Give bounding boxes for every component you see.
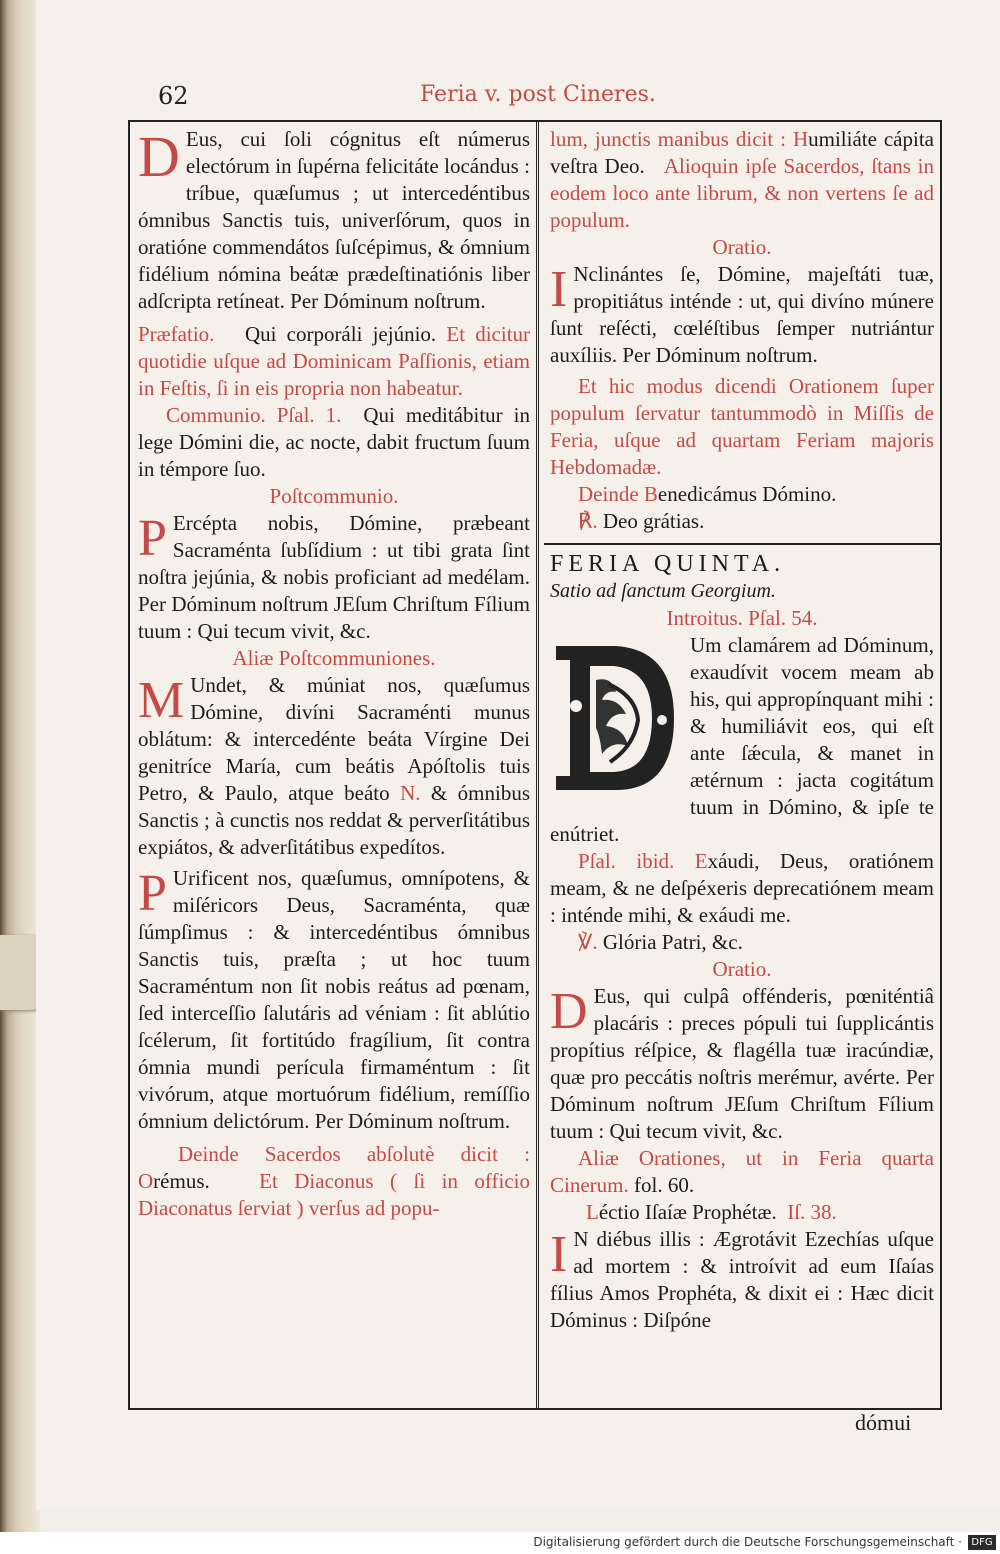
introitus-heading: Introitus. Pſal. 54. (666, 606, 818, 630)
in-diebus-paragraph (550, 1226, 934, 1334)
communio-label: Communio. Pſal. 1. (166, 403, 342, 427)
column-divider (536, 120, 539, 1410)
drop-cap-i: I (550, 261, 568, 318)
benedicamus-b: B (643, 482, 658, 506)
psal-text: xáudi, Deus, oratiónem meam, & ne deſpéxeris deprecatiónem meam : inténde mihi, & exáudi me. (550, 849, 934, 927)
purificent-text: Urificent nos, quæſumus, omnípotens, & miſéricors Deus, Sacraménta, quæ ſúmpſimus : & intercedéntibus ómnibus Sanctis tuis, præſta ; ut hoc tuum Sacraméntum non ſit nobis reátus ad pœnam, ſed interceſſio ſalutáris ad véniam : ſit ablútio ſcélerum, ſit fortitúdo fragílium, ſit contra ómnia mundi perícula firmaméntum : ſit vivórum, atque mortuórum fidélium, remíſſio ómnium delictórum. Per Dóminum noſtrum. (138, 866, 530, 1133)
introit-paragraph (550, 632, 934, 848)
dfg-logo-icon: DFG (968, 1535, 996, 1550)
statio: Satio ad ſanctum Georgium. (550, 580, 776, 602)
book-page-edge (0, 0, 40, 1554)
cont-red-2: Alioquin ipſe Sacerdos, ſtans in eodem loco ante librum, & non vertens ſe ad populum. (550, 154, 935, 232)
drop-cap-d: D (138, 124, 180, 189)
mundet-paragraph (138, 672, 530, 861)
introit-text: Um clamárem ad Dóminum, exaudívit vocem meam ab his, qui appropínquant mihi : & humiliávit eos, qui eſt ante ſǽcula, & manet in ætérnum : jacta cogitátum tuum in Dómino, & ipſe te enútriet. (550, 633, 934, 846)
modus-rubric: Et hic modus dicendi Orationem ſuper populum ſervatur tantummodò in Miſſis de Feria, uſque ad quartam Feriam majoris Hebdomadæ. (550, 374, 934, 479)
cont-red-1: lum, junctis manibus dicit : (550, 127, 786, 151)
mundet-n: N. (400, 781, 421, 805)
response-text: Deo grátias. (602, 509, 705, 533)
praefatio-rubric: Et dicitur quotidie uſque ad Dominicam Paſſionis, etiam in Feſtis, ſi in eis propria non habeatur. (138, 322, 531, 400)
oremus-rest: rémus. (153, 1169, 210, 1193)
versicle-icon: ℣. (578, 930, 598, 954)
aliae-postcommuniones-heading: Aliæ Poſtcommuniones. (232, 646, 436, 670)
catchword: dómui (855, 1410, 912, 1435)
section-rule (544, 543, 940, 545)
in-diebus-text: N diébus illis : Ægrotávit Ezechías uſque ad mortem : & introívit ad eum Iſaías fílius Amos Prophéta, & dixit ei : Hæc dicit Dóminus : Diſpóne (550, 1227, 934, 1332)
benedicamus-rest: enedicámus Dómino. (657, 482, 837, 506)
footer-bar (0, 1532, 1000, 1554)
cont-h: H (792, 127, 809, 151)
oremus-o: O (138, 1169, 154, 1193)
deinde-label: Deinde (578, 482, 639, 506)
oratio-heading: Oratio. (712, 235, 772, 259)
deinde-rubric (138, 1141, 530, 1222)
postcommunio-heading: Poſtcommunio. (269, 484, 399, 508)
praefatio-line (138, 321, 530, 402)
communio-line (138, 402, 530, 483)
postcommunio-text: Ercépta nobis, Dómine, præbeant Sacraménta ſubſídium : ut tibi grata ſint noſtra jejúnia, & nobis proficiant ad medélam. Per Dóminum noſtrum JEſum Chriſtum Fílium tuum : Qui tecum vivit, &c. (138, 511, 530, 643)
response-line (550, 508, 934, 535)
oratio-paragraph (138, 126, 530, 315)
drop-cap-p2: P (138, 865, 167, 922)
lectio-line (550, 1199, 934, 1226)
inclinantes-text: Nclinántes ſe, Dómine, majeſtáti tuæ, propitiátus inténde : ut, qui divíno múnere ſunt reſécti, cœléſtibus ſemper nutriántur auxíliis. Per Dóminum noſtrum. (550, 262, 934, 367)
psal-ibid-label: Pſal. ibid. (578, 849, 675, 873)
drop-cap-m: M (138, 672, 185, 729)
versicle-line (550, 929, 934, 956)
fol-ref: fol. 60. (634, 1173, 695, 1197)
deus-text: Eus, qui culpâ offénderis, pœniténtiâ placáris : preces pópuli tui ſupplicántis propítius réſpice, & flagélla tuæ iracúndiæ, quæ pro peccátis noſtris merémur, avérte. Per Dóminum noſtrum JEſum Chriſtum Fílium tuum : Qui tecum vivit, &c. (550, 984, 934, 1143)
psalm-line (550, 848, 934, 929)
aliae-orationes-line (550, 1145, 934, 1199)
deinde-rubric-2: Et Diaconus ( ſi in officio Diaconatus ſerviat ) verſus ad popu- (138, 1169, 531, 1220)
praefatio-label: Præfatio. (138, 322, 215, 346)
drop-cap-d2: D (550, 983, 588, 1040)
cont-black: umiliáte cápita veſtra Deo. (550, 127, 934, 178)
page-number: 62 (158, 82, 189, 110)
drop-cap-p: P (138, 510, 167, 567)
lectio-text: éctio Iſaíæ Prophétæ. (598, 1200, 777, 1224)
lectio-l: L (586, 1200, 599, 1224)
response-icon: ℟. (578, 509, 598, 533)
psal-e: E (694, 849, 708, 873)
benedicamus-line (550, 481, 934, 508)
footer-credit: Digitalisierung gefördert durch die Deutsche Forschungsgemeinschaft · (533, 1535, 962, 1549)
inclinantes-paragraph (550, 261, 934, 369)
versicle-text: Glória Patri, &c. (602, 930, 743, 954)
postcommunio-paragraph (138, 510, 530, 645)
mundet-text-2: & ómnibus Sanctis ; à cunctis nos reddat & perverſitátibus expiátos, & adverſitátibus expedítos. (138, 781, 531, 859)
drop-cap-i2: I (550, 1226, 568, 1283)
mundet-text-1: Undet, & múniat nos, quæſumus Dómine, divíni Sacraménti munus oblátum: & intercedénte beáta Vírgine Dei genitríce María, cum beátis Apóſtolis tuis Petro, & Paulo, atque beáto (138, 673, 530, 805)
oratio-text: Eus, cui ſoli cógnitus eſt númerus electórum in ſupérna felicitáte locándus : tríbue, quæſumus ; ut intercedéntibus ómnibus Sanctis tuis, univerſórum, quos in oratióne commendátos ſuſcépimus, & ómnium fidélium nómina beátæ prædeſtinatiónis liber adſcripta retíneat. Per Dóminum noſtrum. (138, 127, 530, 313)
feria-title: FERIA QUINTA. (550, 551, 786, 577)
communio-text: Qui meditábitur in lege Dómini die, ac nocte, dabit fructum ſuum in témpore ſuo. (138, 403, 530, 481)
oratio2-heading: Oratio. (712, 957, 772, 981)
praefatio-text: Qui corporáli jejúnio. (244, 322, 437, 346)
continuation-rubric (550, 126, 934, 234)
right-column (550, 126, 934, 1334)
deinde-rubric-1: Deinde Sacerdos abſolutè dicit : (178, 1142, 530, 1166)
deus-paragraph (550, 983, 934, 1145)
ornamental-initial-d-icon (546, 636, 682, 800)
lectio-ref: Iſ. 38. (787, 1200, 837, 1224)
purificent-paragraph (138, 865, 530, 1135)
aliae-orationes: Aliæ Orationes, ut in Feria quarta Cinerum. (550, 1146, 934, 1197)
page-header (0, 82, 1000, 118)
running-head: Feria v. post Cineres. (420, 82, 656, 107)
left-column (138, 126, 530, 1222)
